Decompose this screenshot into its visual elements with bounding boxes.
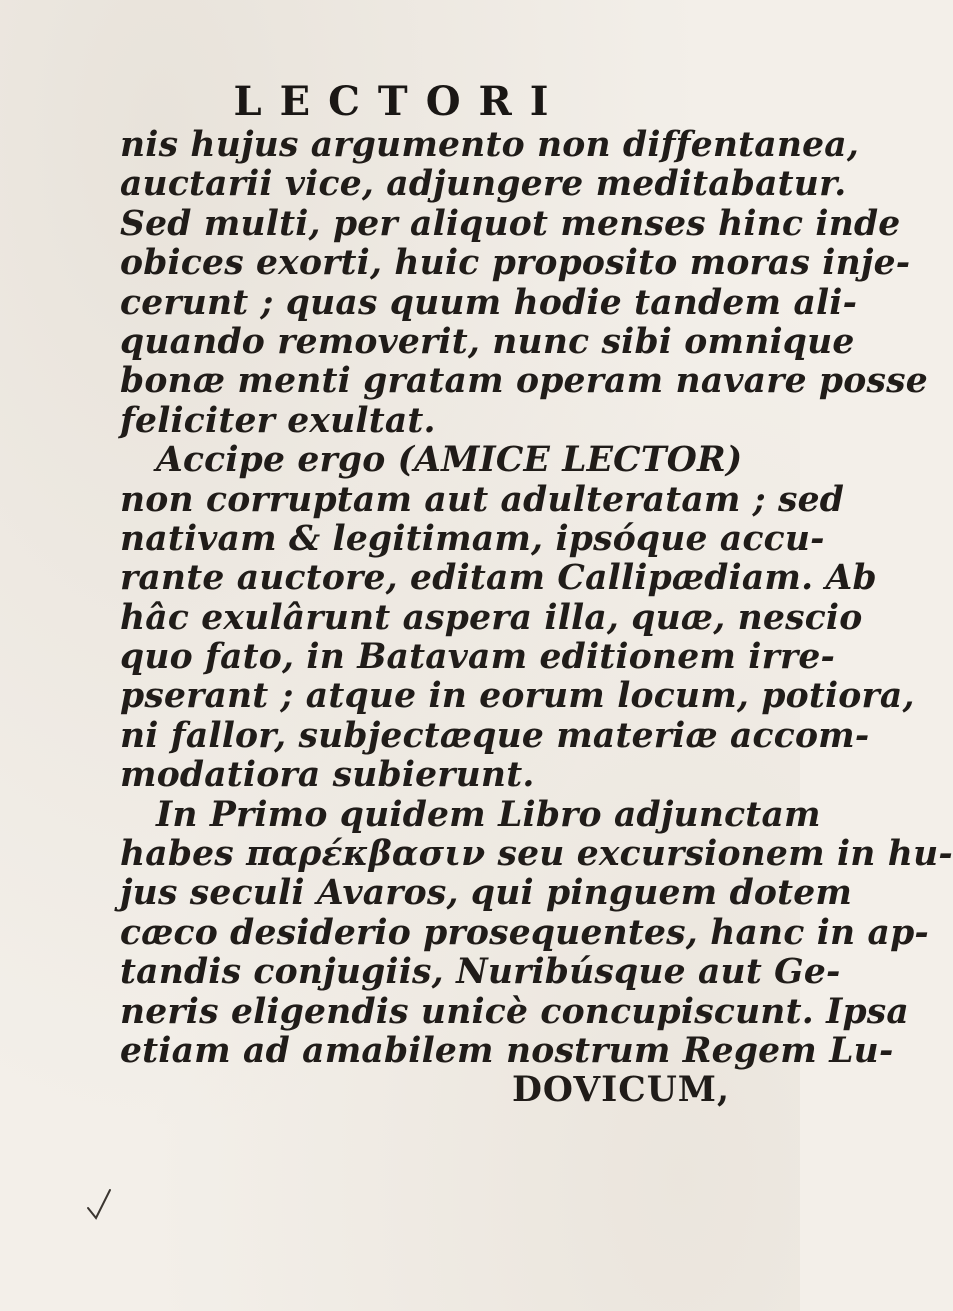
text-line: habes παρέκβασιν seu excursionem in hu- [120, 834, 953, 875]
text-block [120, 125, 953, 1111]
text-line: quo fato, in Batavam editionem irre- [120, 637, 836, 678]
text-line: auctarii vice, adjungere meditabatur. [120, 164, 847, 205]
text-line: cerunt ; quas quum hodie tandem ali- [120, 282, 858, 323]
text-line: quando removerit, nunc sibi omnique [120, 321, 855, 362]
text-line: ni fallor, subjectæque materiæ accom- [120, 715, 870, 756]
running-head: LECTORI [233, 78, 567, 125]
text-line: obices exorti, huic proposito moras inje- [120, 243, 911, 284]
text-line: rante auctore, editam Callipædiam. Ab [120, 558, 877, 599]
text-line: nis hujus argumento non diffentanea, [120, 125, 860, 165]
text-line: pserant ; atque in eorum locum, potiora, [120, 676, 915, 717]
text-line: hâc exulârunt aspera illa, quæ, nescio [120, 597, 863, 638]
text-line: tandis conjugiis, Nuribúsque aut Ge- [120, 952, 841, 993]
text-line: Sed multi, per aliquot menses hinc inde [120, 203, 901, 244]
margin-pen-mark [86, 1188, 112, 1222]
text-line: nativam & legitimam, ipsóque accu- [120, 518, 825, 559]
text-line: feliciter exultat. [120, 400, 436, 441]
paragraph-start-line: Accipe ergo (AMICE LECTOR) [156, 440, 743, 481]
text-line: cæco desiderio prosequentes, hanc in ap- [120, 912, 929, 953]
text-line: bonæ menti gratam operam navare posse [120, 361, 928, 402]
text-line: modatiora subierunt. [120, 755, 535, 796]
catchword: DOVICUM, [511, 1070, 730, 1111]
text-line: jus seculi Avaros, qui pinguem dotem [120, 873, 853, 914]
text-line: neris eligendis unicè concupiscunt. Ipsa [120, 991, 909, 1032]
text-line: non corruptam aut adulteratam ; sed [120, 479, 845, 520]
paragraph-start-line: In Primo quidem Libro adjunctam [156, 794, 821, 835]
text-line: etiam ad amabilem nostrum Regem Lu- [120, 1030, 894, 1071]
